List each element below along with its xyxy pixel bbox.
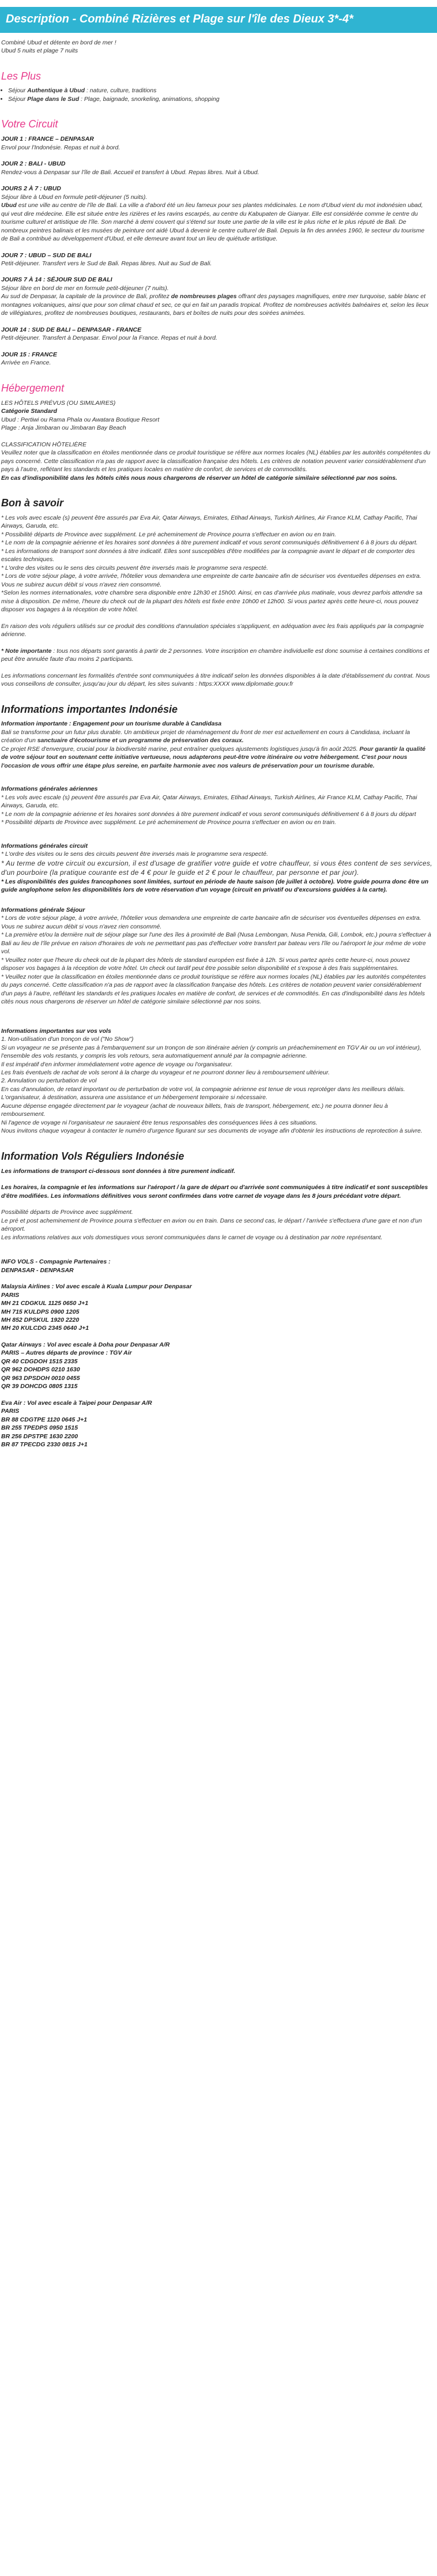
list-item: 2. Annulation ou perturbation de vol	[1, 1077, 97, 1085]
list-item: Si un voyageur ne se présente pas à l'embarquement sur un tronçon de son itinéraire aérien (y compris un préacheminement en TGV Air ou un vol intérieur), l'ensemble des vols restants, y compris les vols retours, sera automatiquement annulé par la compagnie aérienne.	[1, 1044, 421, 1060]
day-block	[1, 351, 432, 367]
list-item: * Les vols avec escale (s) peuvent être assurés par Eva Air, Qatar Airways, Emirates, Etihad Airways, Turkish Airlines, Air France KLM, Cathay Pacific, Thai Airways, Garuda, etc.	[1, 514, 417, 530]
day-block	[1, 251, 432, 268]
vols-contacts	[1, 1258, 432, 1274]
flight-line: MH 21 CDGKUL 1125 0650 J+1	[1, 1300, 89, 1307]
subsection-title: Informations importantes sur vos vols	[1, 1027, 111, 1035]
list-item: * La première et/ou la dernière nuit de séjour plage sur l'une des îles à proximité de Bali (Nusa Lembongan, Nusa Penida, Gili, Lombok, etc.) pourra s'effectuer à Bali au lieu de l'île prévue en raison d'horaires de vols ne permettant pas pas d'effectuer votre transfert par bateau vers l'île ou l'aéroport le jour même de votre vol.	[1, 931, 431, 956]
paragraph	[1, 745, 432, 770]
hotels-subtitle: LES HÔTELS PRÉVUS (OU SIMILAIRES)	[1, 399, 116, 407]
day-text: Arrivée en France.	[1, 359, 51, 367]
contacts-title: INFO VOLS - Compagnie Partenaires :	[1, 1258, 111, 1266]
bold-text: Pour garantir la qualité de votre séjour tout en soutenant cette initiative vertueuse, nous adapterons peut-être votre itinéraire ou votre hébergement. C'est pour nous l'occasion de vous offrir une étape plus sereine, en parfaite harmonie avec nos valeurs de préservation pour un tourisme durable.	[1, 745, 425, 769]
bold-text: Authentique à Ubud	[27, 87, 85, 95]
list-item: * Lors de votre séjour plage, à votre arrivée, l'hôtelier vous demandera une empreinte de carte bancaire afin de sécuriser vos éventuelles dépenses en extra. Vous ne subirez aucun débit si vous n'avez rien consommé.	[1, 573, 421, 588]
flight-line: PARIS	[1, 1291, 20, 1299]
day-text	[1, 292, 432, 317]
day-block	[1, 135, 432, 152]
day-title: JOUR 15 : FRANCE	[1, 351, 57, 358]
day-text-body: Au sud de Denpasar, la capitale de la province de Bali, profitez	[1, 293, 171, 300]
day-title: JOUR 1 : FRANCE – DENPASAR	[1, 136, 94, 143]
list-item: Ni l'agence de voyage ni l'organisateur ne sauraient être tenus responsables des conséquences liées à ces situations.	[1, 1119, 318, 1126]
list-item: * L'ordre des visites ou le sens des circuits peuvent être inversés mais le programme sera respecté.	[1, 564, 269, 571]
section-title-indonesie: Informations importantes Indonésie	[1, 703, 178, 715]
section-title-circuit: Votre Circuit	[1, 118, 58, 130]
flight-group	[1, 1283, 432, 1333]
vols-bold2	[1, 1183, 432, 1200]
contacts-route: DENPASAR - DENPASAR	[1, 1266, 74, 1274]
list-item: * L'ordre des visites ou le sens des circuits peuvent être inversés mais le programme sera respecté.	[1, 851, 269, 858]
bold-text: sanctuaire d'écotourisme et un programme de préservation des coraux.	[37, 737, 244, 744]
list-item: * Possibilité départs de Province avec supplément. Le pré acheminement de Province pourra s'effectuer en avion ou en train.	[1, 819, 337, 826]
paragraph: Les informations concernant les formalités d'entrée sont communiquées à titre indicatif selon les données disponibles à la date d'établissement du contrat. Nous vous conseillons de consulter, jusqu'au jour du départ, les sites suivants : https:XXXX www.diplomatie.gouv.fr	[1, 672, 430, 688]
list-item: * Veuillez noter que la classification en étoiles mentionnée dans ce produit touristique se réfère aux normes locales (NL) établies par les autorités compétentes du pays concerné. Cette classification n'a pas de rapport avec la classification française des hôtels. Les critères de notation peuvent varier considérablement d'un pays à l'autre, reflétant les standards et les pratiques locales en matière de confort, de services et de commodités. En cas d'indisponibilité dans les hôtels cités nous nous chargerons de réserver un hôtel de catégorie similaire sélectionné par nos soins.	[1, 973, 426, 1006]
list-item: Il est impératif d'en informer immédiatement votre agence de voyage ou l'organisateur.	[1, 1061, 233, 1068]
day-title: JOUR 14 : SUD DE BALI – DENPASAR - FRANCE	[1, 326, 142, 333]
paragraph-text: : tous nos départs sont garantis à partir de 2 personnes. Votre inscription en chambre individuelle est donc soumise à certaines conditions et peut être annulée faute d'au moins 2 participants.	[1, 647, 430, 663]
paragraph: Les horaires, la compagnie et les informations sur l'aéroport / la gare de départ ou d'arrivée sont communiquées à titre indicatif et sont susceptibles d'être modifiées. Les informations définitives vous seront confirmées dans votre carnet de voyage dans les 8 jours précédant votre départ.	[1, 1184, 428, 1199]
circuit-days	[1, 135, 432, 367]
classification-title: CLASSIFICATION HÔTELIÈRE	[1, 441, 86, 448]
bon-a-savoir-list	[1, 514, 432, 614]
sejour-info-block	[1, 906, 432, 1006]
page-banner-title: Description - Combiné Rizières et Plage sur l'île des Dieux 3*-4*	[0, 7, 437, 33]
intro-line: Ubud 5 nuits et plage 7 nuits	[1, 47, 78, 55]
flight-group-title: Qatar Airways : Vol avec escale à Doha pour Denpasar A/R	[1, 1341, 170, 1348]
list-item: Aucune dépense engagée directement par le voyageur (achat de nouveaux billets, frais de transport, hébergement, etc.) ne pourra donner lieu à remboursement.	[1, 1102, 388, 1118]
classification-block	[1, 441, 432, 482]
flight-line: QR 962 DOHDPS 0210 1630	[1, 1366, 80, 1374]
paragraph-text: Ce projet RSE d'envergure, crucial pour la biodiversité marine, peut entraîner quelques ajustements logistiques jusqu'à fin août 2025.	[1, 745, 360, 753]
subsection-title: Informations générales aériennes	[1, 785, 98, 793]
paragraph: Les informations relatives aux vols domestiques vous seront communiquées dans le carnet de voyage ou à destination par notre représentant.	[1, 1234, 383, 1241]
day-text-body: est une ville au centre de l'île de Bali. La ville a d'abord été un lieu fameux pour ses plantes médicinales. Le nom d'Ubud vient du mot indonésien ubad, qui veut dire médecine. Elle est située entre les rizières et les ravins escarpés, au centre du Kabupaten de Gianyar. Elle est considérée comme le centre du tourisme culturel et artistique de l'île. Son marché à demi couvert qui s'étend sur toute une partie de la ville est le plus riche et le plus réputé de Bali. De nombreux peintres balinais et les musées de peinture ont aidé Ubud à devenir le centre culturel de Bali. Depuis la fin des années 1960, le secteur du tourisme de Bali a contribué au développement d'Ubud, et elle demeure avant tout un lieu de quiétude artistique.	[1, 202, 425, 243]
flight-line: MH 20 KULCDG 2345 0640 J+1	[1, 1325, 89, 1332]
list-item: * Les informations de transport sont données à titre indicatif. Elles sont susceptibles d'être modifiées par la compagnie avant le départ et de comporter des escales techniques.	[1, 547, 415, 563]
paragraph	[1, 647, 432, 664]
list-item: *Selon les normes internationales, votre chambre sera disponible entre 12h30 et 15h00. Ainsi, en cas d'arrivée plus matinale, vous devrez parfois attendre sa mise à disposition. De même, l'heure du check out de la plupart des hôtels est fixée entre 10h00 et 12h00. Si vous partez après cette heure-ci, nous pouvez disposer vos bagages à la réception de votre hôtel.	[1, 589, 423, 614]
list-item: 1. Non-utilisation d'un tronçon de vol ("No Show")	[1, 1036, 134, 1043]
flight-line: BR 255 TPEDPS 0950 1515	[1, 1424, 78, 1432]
flight-line: QR 39 DOHCDG 0805 1315	[1, 1383, 78, 1390]
day-text	[1, 201, 432, 243]
page	[0, 7, 437, 1449]
day-block	[1, 185, 432, 243]
bon-a-savoir-p2	[1, 622, 432, 639]
flight-line: BR 87 TPECDG 2330 0815 J+1	[1, 1441, 88, 1449]
list-item: * Les disponibilités des guides francophones sont limitées, surtout en période de haute saison (de juillet à octobre). Votre guide pourra donc être un guide anglophone selon les disponibilités lors de votre réservation d'un voyage (circuit en privatif ou d'excursions guidées à la carte).	[1, 878, 429, 894]
list-item: * Le nom de la compagnie aérienne et les horaires sont données à titre purement indicatif et vous seront communiqués définitivement 6 à 8 jours du départ.	[1, 539, 418, 547]
classification-text: Veuillez noter que la classification en étoiles mentionnée dans ce produit touristique se réfère aux normes locales (NL) établies par les autorités compétentes du pays concerné. Cette classification n'a pas de rapport avec la classification française des hôtels. Les critères de notation peuvent varier considérablement d'un pays à l'autre, reflétant les standards et les pratiques locales en matière de confort, de services et de commodités.	[1, 449, 431, 473]
day-text: Petit-déjeuner. Transfert à Denpasar. Envol pour la France. Repas et nuit à bord.	[1, 334, 217, 342]
day-text: Séjour libre à Ubud en formule petit-déjeuner (5 nuits).	[1, 193, 148, 201]
day-title: JOURS 7 À 14 : SÉJOUR SUD DE BALI	[1, 276, 112, 284]
hotels-plage: Plage : Anja Jimbaran ou Jimbaran Bay Beach	[1, 424, 126, 432]
bold-text: * Note importante	[1, 647, 52, 655]
list-item: Nous invitons chaque voyageur à contacter le numéro d'urgence figurant sur ses documents de voyage afin d'obtenir les instructions de reprotection à suivre.	[1, 1127, 423, 1135]
list-item: • Séjour Authentique à Ubud : nature, culture, traditions	[8, 87, 432, 95]
day-text: Séjour libre en bord de mer en formule petit-déjeuner (7 nuits).	[1, 284, 169, 292]
flight-group	[1, 1399, 432, 1449]
list-item: L'organisateur, à destination, assurera une assistance et un hébergement temporaire si nécessaire.	[1, 1094, 268, 1101]
bold-text: de nombreuses plages	[171, 293, 237, 300]
day-text: Petit-déjeuner. Transfert vers le Sud de Bali. Repas libres. Nuit au Sud de Bali.	[1, 260, 212, 267]
content	[0, 39, 437, 1449]
paragraph: Les informations de transport ci-dessous sont données à titre purement indicatif.	[1, 1167, 236, 1175]
bold-text: Plage dans le Sud	[27, 95, 80, 103]
list-item: En cas d'annulation, de retard important ou de perturbation de votre vol, la compagnie aérienne est tenue de vous reprotéger dans les meilleurs délais.	[1, 1085, 405, 1093]
subsection-title: Informations générales circuit	[1, 842, 88, 849]
classification-bold: En cas d'indisponibilité dans les hôtels cités nous nous chargerons de réserver un hôtel de catégorie similaire sélectionné par nos soins.	[1, 474, 397, 482]
list-item: * Possibilité départs de Province avec supplément. Le pré acheminement de Province pourra s'effectuer en avion ou en train.	[1, 531, 337, 538]
list-item-text: : Plage, baignade, snorkeling, animations, shopping	[79, 95, 220, 103]
section-title-bon-a-savoir: Bon à savoir	[1, 497, 64, 509]
flight-group	[1, 1341, 432, 1391]
list-item: * Les vols avec escale (s) peuvent être assurés par Eva Air, Qatar Airways, Emirates, Etihad Airways, Turkish Airlines, Air France KLM, Cathay Pacific, Thai Airways, Garuda, etc.	[1, 794, 417, 810]
list-item: • Séjour Plage dans le Sud : Plage, baignade, snorkeling, animations, shopping	[8, 95, 432, 103]
paragraph: Possibilité départs de Province avec supplément.	[1, 1209, 133, 1216]
day-text-body: offrant des paysages magnifiques, entre mer turquoise, sable blanc et montagnes volcaniques, ainsi que pour son climat chaud et sec, ce qui en fait un paradis tropical. Profitez de nombreuses activités balnéaires et, selon les lieux de villégiatures, profitez de nombreuses boutiques, restaurants, bars et boîtes de nuits pour des soirées animées.	[1, 293, 429, 317]
hotels-category: Catégorie Standard	[1, 408, 57, 415]
flight-line: QR 963 DPSDOH 0010 0455	[1, 1374, 80, 1382]
list-item: * Lors de votre séjour plage, à votre arrivée, l'hôtelier vous demandera une empreinte de carte bancaire afin de sécuriser vos éventuelles dépenses en extra. Vous ne subirez aucun débit si vous n'avez rien consommé.	[1, 915, 421, 930]
subsection-title: Informations générale Séjour	[1, 906, 85, 913]
section-title-hebergement: Hébergement	[1, 382, 65, 394]
flight-line: MH 852 DPSKUL 1920 2220	[1, 1317, 80, 1323]
vols-bold1	[1, 1167, 432, 1175]
plus-list	[1, 87, 432, 103]
day-title: JOUR 7 : UBUD – SUD DE BALI	[1, 251, 92, 259]
vols-info-block	[1, 1027, 432, 1135]
flight-line: BR 256 DPSTPE 1630 2200	[1, 1432, 78, 1440]
bon-a-savoir-p3	[1, 647, 432, 664]
circuit-info-block	[1, 842, 432, 894]
flight-group-title: Malaysia Airlines : Vol avec escale à Kuala Lumpur pour Denpasar	[1, 1283, 192, 1291]
paragraph	[1, 728, 432, 745]
list-item-text: : nature, culture, traditions	[85, 87, 157, 95]
flight-line: QR 40 CDGDOH 1515 2335	[1, 1357, 78, 1365]
intro-line: Combiné Ubud et détente en bord de mer !	[1, 39, 116, 46]
paragraph: Le pré et post acheminement de Province pourra s'effectuer en avion ou en train. Dans ce second cas, le départ / l'arrivée s'effectuera d'une gare et non d'un aéroport.	[1, 1217, 422, 1233]
flight-line: BR 88 CDGTPE 1120 0645 J+1	[1, 1416, 87, 1423]
aeriennes-block	[1, 785, 432, 826]
engagement-title: Information importante : Engagement pour un tourisme durable à Candidasa	[1, 720, 222, 728]
list-item: * Au terme de votre circuit ou excursion, il est d'usage de gratifier votre guide et votre chauffeur, si vous êtes content de ses services, d'un pourboire (la pratique courante est de 4 € pour le guide et 2 € pour le chauffeur, par personne et par jour).	[1, 859, 432, 877]
flight-group-title: Eva Air : Vol avec escale à Taipei pour Denpasar A/R	[1, 1399, 152, 1407]
flight-line: PARIS – Autres départs de province : TGV Air	[1, 1349, 132, 1357]
section-title-vols: Information Vols Réguliers Indonésie	[1, 1150, 184, 1162]
paragraph-text: Bali se transforme pour un futur plus durable. Un ambitieux projet de réaménagement du front de mer est actuellement en cours à Candidasa, incluant la création d'un	[1, 728, 410, 744]
bold-text: Ubud	[1, 202, 17, 209]
hotels-block	[1, 399, 432, 433]
hotels-ubud: Ubud : Pertiwi ou Rama Phala ou Awatara Boutique Resort	[1, 416, 160, 423]
intro	[1, 39, 432, 55]
list-item: * Veuillez noter que l'heure du check out de la plupart des hôtels de standard européen est fixée à 12h. Si vous partez après cette heure-ci, nous pouvez disposer vos bagages à la réception de votre hôtel. Un check out tardif peut être possible selon disponibilité et s'expose à des frais supplémentaires.	[1, 956, 410, 972]
paragraph: En raison des vols réguliers utilisés sur ce produit des conditions d'annulation spéciales s'appliquent, en adéquation avec les frais appliqués par la compagnie aérienne.	[1, 622, 424, 638]
flight-line: PARIS	[1, 1408, 20, 1415]
flight-line: MH 715 KULDPS 0900 1205	[1, 1308, 80, 1315]
section-title-plus: Les Plus	[1, 70, 42, 82]
day-text: Envol pour l'Indonésie. Repas et nuit à bord.	[1, 144, 120, 151]
list-item: * Le nom de la compagnie aérienne et les horaires sont données à titre purement indicatif et vous seront communiqués définitivement 6 à 8 jours du départ	[1, 810, 416, 818]
day-text: Rendez-vous à Denpasar sur l'île de Bali. Accueil et transfert à Ubud. Repas libres. Nuit à Ubud.	[1, 168, 259, 176]
day-block	[1, 276, 432, 317]
day-title: JOUR 2 : BALI - UBUD	[1, 160, 66, 168]
engagement-block	[1, 720, 432, 770]
day-title: JOURS 2 À 7 : UBUD	[1, 185, 61, 193]
bon-a-savoir-p4	[1, 672, 432, 689]
day-block	[1, 326, 432, 343]
day-block	[1, 160, 432, 176]
list-item: Les frais éventuels de rachat de vols seront à la charge du voyageur et ne pourront donner lieu à remboursement ultérieur.	[1, 1069, 330, 1076]
vols-province	[1, 1208, 432, 1242]
